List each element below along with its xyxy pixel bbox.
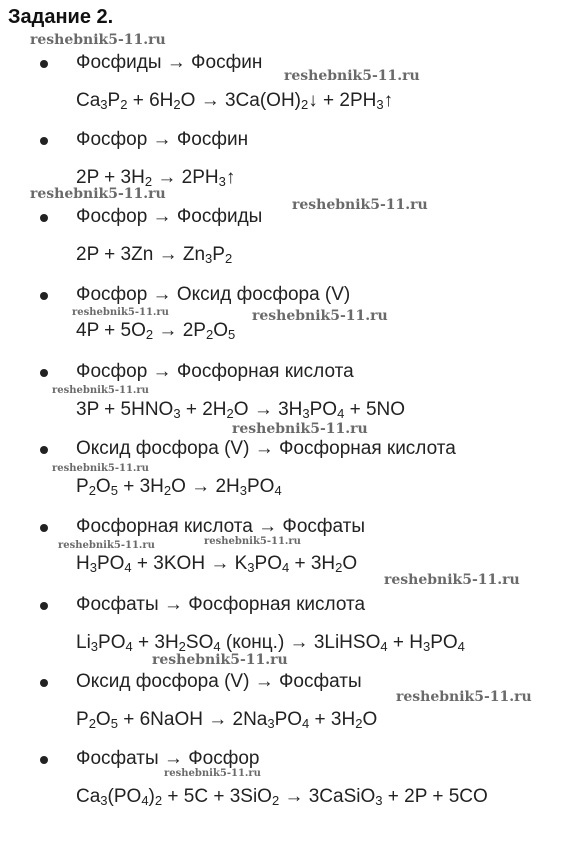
page-title: Задание 2.: [8, 6, 114, 28]
reaction-heading: Фосфор → Оксид фосфора (V): [76, 284, 351, 305]
reaction-equation: $P_2O_5$ + 6NaOH → $2Na_3PO_4 + 3H_2O$: [76, 709, 378, 731]
watermark: reshebnik5-11.ru: [384, 572, 520, 588]
watermark: reshebnik5-11.ru: [292, 197, 428, 213]
reaction-heading: Фосфиды → Фосфин: [76, 52, 263, 73]
bullet-icon: [40, 679, 48, 687]
bullet-icon: [40, 292, 48, 300]
watermark: reshebnik5-11.ru: [252, 308, 388, 324]
bullet-icon: [40, 60, 48, 68]
reaction-equation: $4P + 5O_2 \to 2P_2O_5$: [76, 320, 236, 342]
reaction-heading: Фосфорная кислота → Фосфаты: [76, 516, 366, 537]
reaction-heading: Фосфор → Фосфиды: [76, 206, 263, 227]
bullet-icon: [40, 602, 48, 610]
reaction-heading: Фосфаты → Фосфор: [76, 748, 260, 769]
reaction-heading: Фосфор → Фосфин: [76, 129, 249, 150]
watermark: reshebnik5-11.ru: [52, 463, 149, 474]
reaction-heading: Фосфор → Фосфорная кислота: [76, 361, 354, 382]
reaction-heading: Фосфаты → Фосфорная кислота: [76, 594, 366, 615]
reaction-equation: $3P + 5HNO_3 + 2H_2O \to 3H_3PO_4 + 5NO$: [76, 399, 406, 421]
reaction-heading: Оксид фосфора (V) → Фосфаты: [76, 671, 362, 692]
bullet-icon: [40, 756, 48, 764]
watermark: reshebnik5-11.ru: [284, 68, 420, 84]
reaction-equation: $P_2O_5 + 3H_2O \to 2H_3PO_4$: [76, 476, 282, 498]
bullet-icon: [40, 214, 48, 222]
bullet-icon: [40, 137, 48, 145]
watermark: reshebnik5-11.ru: [72, 307, 169, 318]
watermark: reshebnik5-11.ru: [152, 652, 288, 668]
reaction-equation: $Ca_3(PO_4)_2 + 5C + 3SiO_2$ → 3CaSiO$_3$ + 2P + 5CO: [76, 786, 488, 808]
watermark: reshebnik5-11.ru: [58, 540, 155, 551]
reaction-equation: $Li_3PO_4 + 3H_2SO_4$ (конц.) → 3LiHSO$_4$ + $H_3PO_4$: [76, 632, 465, 654]
watermark: reshebnik5-11.ru: [204, 536, 301, 547]
watermark: reshebnik5-11.ru: [232, 421, 368, 437]
reaction-equation: $H_3PO_4 + 3KOH \to K_3PO_4 + 3H_2O$: [76, 553, 358, 575]
reaction-equation: $2P + 3Zn \to Zn_3P_2$: [76, 244, 233, 266]
watermark: reshebnik5-11.ru: [30, 186, 166, 202]
bullet-icon: [40, 369, 48, 377]
reaction-equation: $2P + 3H_2$ → $2PH_3↑$: [76, 167, 236, 189]
watermark: reshebnik5-11.ru: [30, 32, 166, 48]
reaction-heading: Оксид фосфора (V) → Фосфорная кислота: [76, 438, 456, 459]
bullet-icon: [40, 446, 48, 454]
bullet-icon: [40, 524, 48, 532]
reaction-equation: $Ca_3P_2 + 6H_2O$ → $3Ca(OH)_2↓$ + $2PH_3↑$: [76, 90, 394, 112]
watermark: reshebnik5-11.ru: [164, 768, 261, 779]
watermark: reshebnik5-11.ru: [52, 385, 149, 396]
watermark: reshebnik5-11.ru: [396, 689, 532, 705]
